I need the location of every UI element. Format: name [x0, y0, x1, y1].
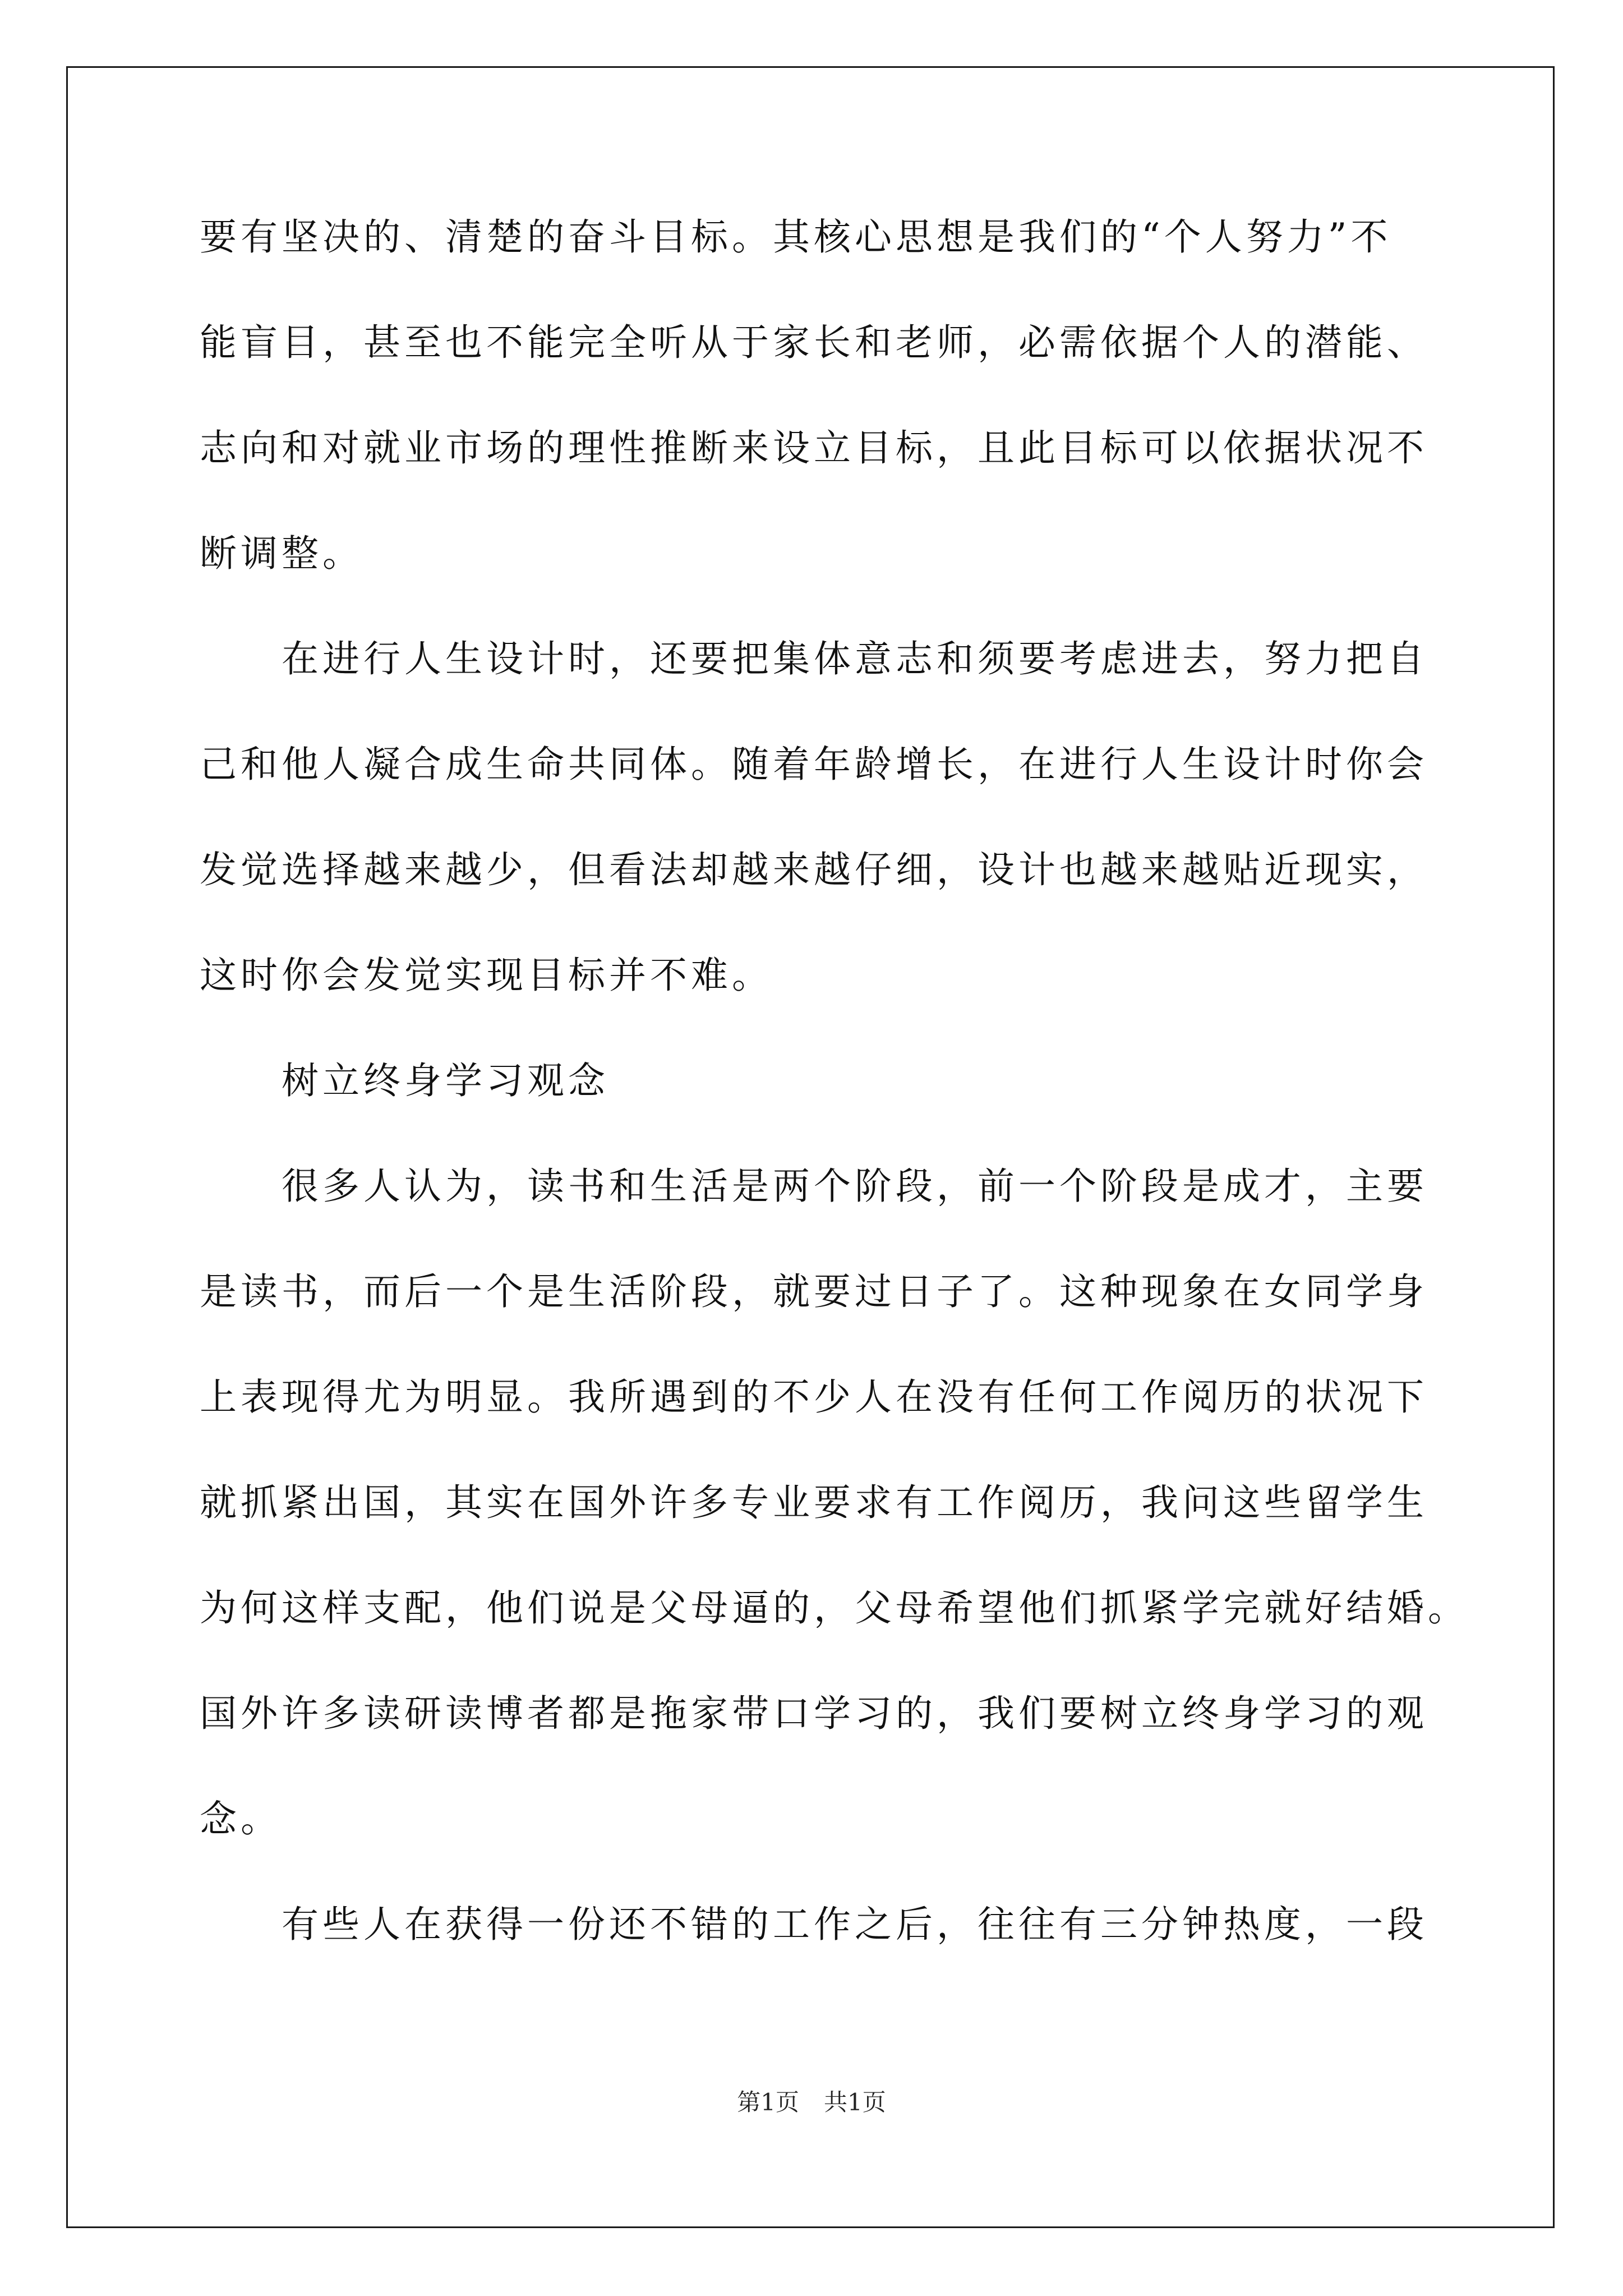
- text-line: 上表现得尤为明显。我所遇到的不少人在没有任何工作阅历的状况下: [200, 1375, 1428, 1419]
- page-footer: [0, 2086, 1623, 2119]
- page-number-current: 第1页: [737, 2088, 799, 2116]
- text-line: 能盲目，甚至也不能完全听从于家长和老师，必需依据个人的潜能、: [200, 321, 1428, 364]
- text-line: 在进行人生设计时，还要把集体意志和须要考虑进去，努力把自: [282, 637, 1428, 680]
- text-line: 要有坚决的、清楚的奋斗目标。其核心思想是我们的“个人努力”不: [200, 215, 1392, 259]
- text-line: 是读书，而后一个是生活阶段，就要过日子了。这种现象在女同学身: [200, 1270, 1428, 1313]
- text-line: 念。: [200, 1797, 282, 1841]
- text-line: 发觉选择越来越少，但看法却越来越仔细，设计也越来越贴近现实，: [200, 848, 1428, 891]
- text-line: 志向和对就业市场的理性推断来设立目标，且此目标可以依据状况不: [200, 426, 1428, 470]
- text-line: 断调整。: [200, 532, 363, 575]
- text-line: 就抓紧出国，其实在国外许多专业要求有工作阅历，我问这些留学生: [200, 1481, 1428, 1524]
- text-line: 己和他人凝合成生命共同体。随着年龄增长，在进行人生设计时你会: [200, 743, 1428, 786]
- text-line: 这时你会发觉实现目标并不难。: [200, 954, 773, 997]
- text-line: 有些人在获得一份还不错的工作之后，往往有三分钟热度，一段: [282, 1903, 1428, 1946]
- text-line: 国外许多读研读博者都是拖家带口学习的，我们要树立终身学习的观: [200, 1692, 1428, 1735]
- text-line: 很多人认为，读书和生活是两个阶段，前一个阶段是成才，主要: [282, 1165, 1428, 1208]
- section-heading: 树立终身学习观念: [282, 1059, 609, 1102]
- page-number-total: 共1页: [824, 2088, 886, 2116]
- text-line: 为何这样支配，他们说是父母逼的，父母希望他们抓紧学完就好结婚。: [200, 1586, 1469, 1630]
